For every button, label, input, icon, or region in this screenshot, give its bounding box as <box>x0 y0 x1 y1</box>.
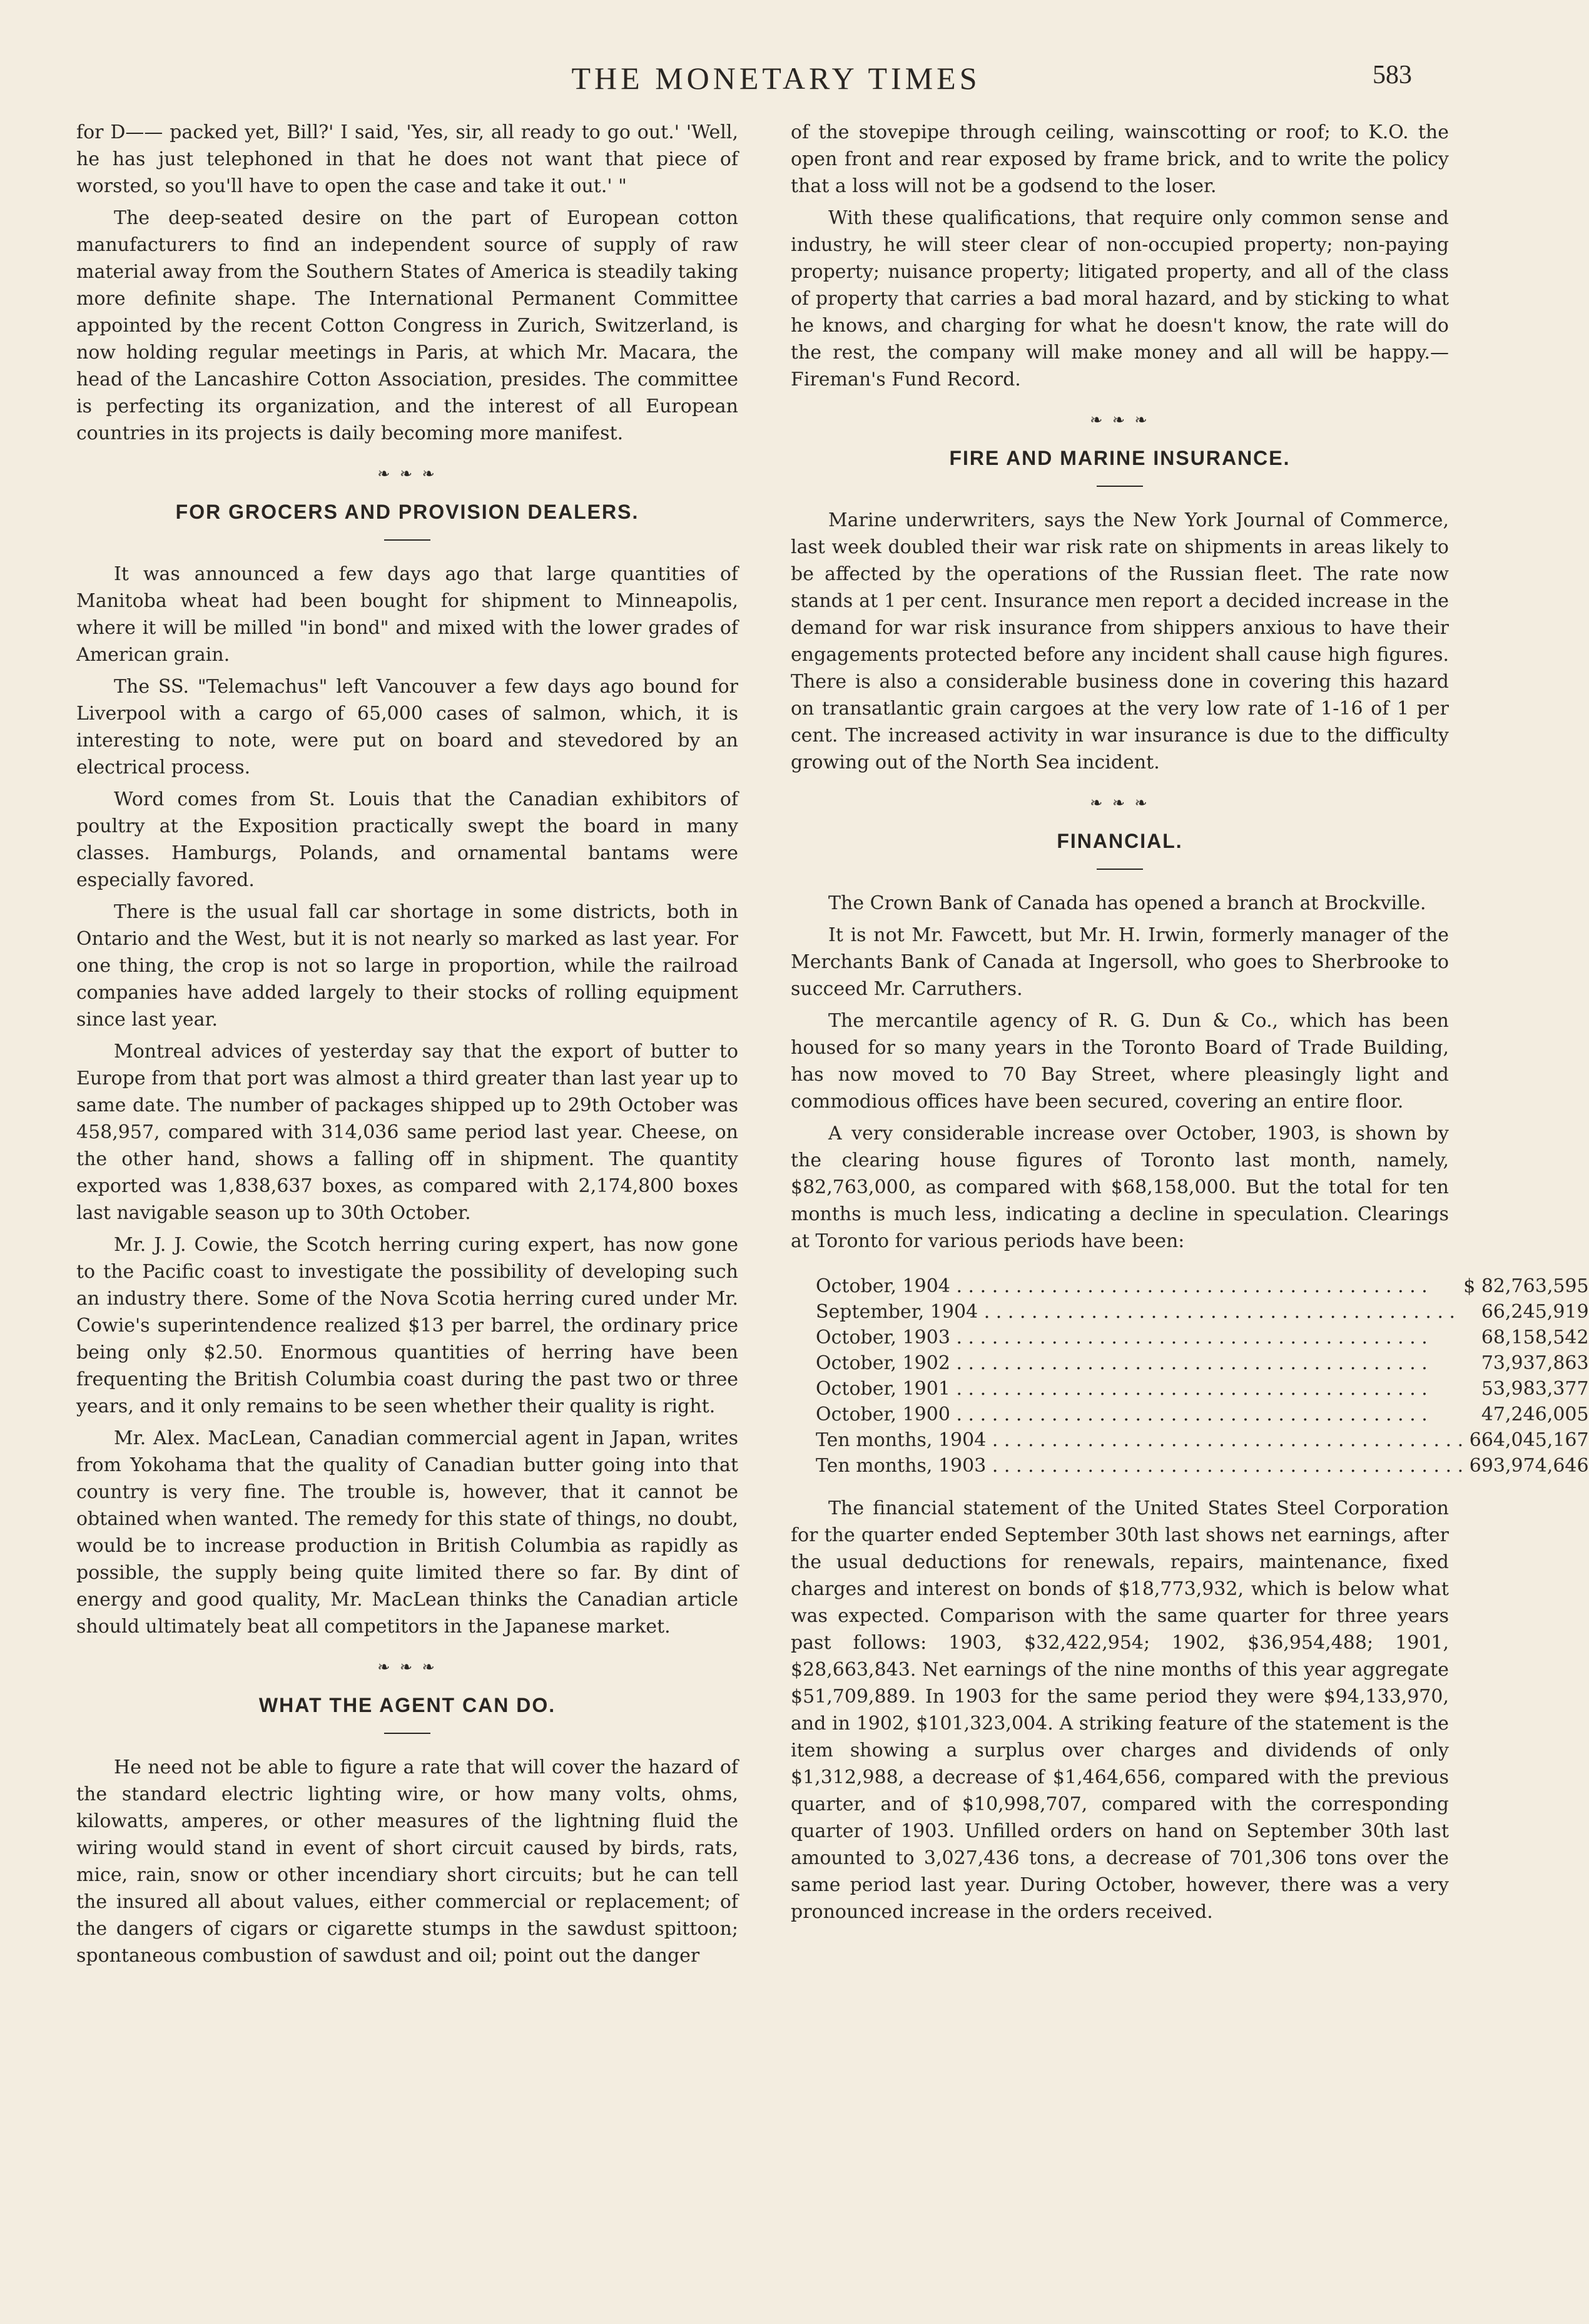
clearing-amount: 47,246,005 <box>1481 1404 1589 1425</box>
clearing-period: October, 1900 . . . . . . . . . . . . . . . . . . . . . . . . . . . . . . . . . . . . . . . . <box>816 1404 1428 1425</box>
clearing-amount: $ 82,763,595 <box>1463 1275 1589 1297</box>
section-heading-agent: WHAT THE AGENT CAN DO. <box>258 1694 556 1716</box>
paragraph: Montreal advices of yesterday say that the export of butter to Europe from that port was almost a third greater than last year up to same date. The number of packages shipped up to 29th October was 458,957, compared with 314,036 same period last year. Cheese, on the other hand, shows a falling off in shipment. The quantity exported was 1,838,637 boxes, as compared with 2,174,800 boxes last navigable season up to 30th October. <box>76 1041 738 1224</box>
clearing-period: October, 1901 . . . . . . . . . . . . . . . . . . . . . . . . . . . . . . . . . . . . . . . . <box>816 1378 1428 1400</box>
table-row <box>816 1350 1589 1376</box>
paragraph: The Crown Bank of Canada has opened a branch at Brockville. <box>828 892 1426 914</box>
clearing-period: October, 1903 . . . . . . . . . . . . . . . . . . . . . . . . . . . . . . . . . . . . . . . . <box>816 1327 1428 1348</box>
page-number: 583 <box>1373 61 1412 89</box>
clearing-period: Ten months, 1904 . . . . . . . . . . . . . . . . . . . . . . . . . . . . . . . . . . . . . . . . <box>816 1429 1464 1451</box>
section-ornament: ❧ ❧ ❧ <box>1090 411 1150 429</box>
table-row <box>816 1299 1589 1325</box>
paragraph: He need not be able to figure a rate that will cover the hazard of the standard electric lighting wire, or how many volts, ohms, kilowatts, amperes, or other measures of the lightning fluid the wiring would stand in event of short circuit caused by birds, rats, mice, rain, snow or other incendiary short circuits; but he can tell the insured all about values, either commercial or replacement; of the dangers of cigars or cigarette stumps in the sawdust spittoon; spontaneous combustion of sawdust and oil; point out the danger <box>76 1756 738 1967</box>
heading-rule <box>384 1733 430 1734</box>
paragraph: It is not Mr. Fawcett, but Mr. H. Irwin, formerly manager of the Merchants Bank of Canada at Ingersoll, who goes to Sherbrooke to succeed Mr. Carruthers. <box>791 924 1449 1000</box>
section-heading-financial: FINANCIAL. <box>1057 830 1183 852</box>
clearing-period: September, 1904 . . . . . . . . . . . . . . . . . . . . . . . . . . . . . . . . . . . . . . . . <box>816 1301 1456 1323</box>
paragraph: The financial statement of the United States Steel Corporation for the quarter ended September 30th last shows net earnings, after the usual deductions for renewals, repairs, maintenance, fixed charges and interest on bonds of $18,773,932, which is below what was expected. Comparison with the same quarter for three years past follows: 1903, $32,422,954; 1902, $36,954,488; 1901, $28,663,843. Net earnings of the nine months of this year aggregate $51,709,889. In 1903 for the same period they were $94,133,970, and in 1902, $101,323,004. A striking feature of the statement is the item showing a surplus over charges and dividends of only $1,312,988, a decrease of $1,464,656, compared with the previous quarter, and of $10,998,707, compared with the corresponding quarter of 1903. Unfilled orders on hand on September 30th last amounted to 3,027,436 tons, a decrease of 701,306 tons over the same period last year. During October, however, there was a very pronounced increase in the orders received. <box>791 1497 1449 1923</box>
clearing-amount: 53,983,377 <box>1481 1378 1589 1400</box>
heading-rule <box>1097 869 1143 870</box>
table-row <box>816 1427 1589 1453</box>
paragraph: The deep-seated desire on the part of European cotton manufacturers to find an independent source of supply of raw material away from the Southern States of America is steadily taking more definite shape. The International Permanent Committee appointed by the recent Cotton Congress in Zurich, Switzerland, is now holding regular meetings in Paris, at which Mr. Macara, the head of the Lancashire Cotton Association, presides. The committee is perfecting its organization, and the interest of all European countries in its projects is daily becoming more manifest. <box>76 207 738 444</box>
paragraph: There is the usual fall car shortage in some districts, both in Ontario and the West, but it is not nearly so marked as last year. For one thing, the crop is not so large in proportion, while the railroad companies have added largely to their stocks of rolling equipment since last year. <box>76 901 738 1031</box>
paragraph: Marine underwriters, says the New York Journal of Commerce, last week doubled their war risk rate on shipments in areas likely to be affected by the operations of the Russian fleet. The rate now stands at 1 per cent. Insurance men report a decided increase in the demand for war risk insurance from shippers anxious to have their engagements protected before any incident shall cause high figures. There is also a considerable business done in covering this hazard on transatlantic grain cargoes at the very low rate of 1-16 of 1 per cent. The increased activity in war insurance is due to the difficulty growing out of the North Sea incident. <box>791 509 1449 773</box>
table-row <box>816 1376 1589 1402</box>
clearing-period: October, 1902 . . . . . . . . . . . . . . . . . . . . . . . . . . . . . . . . . . . . . . . . <box>816 1352 1428 1374</box>
clearing-amount: 66,245,919 <box>1481 1301 1589 1323</box>
right-column <box>791 119 1589 1930</box>
clearings-table <box>816 1273 1589 1479</box>
heading-rule <box>1097 486 1143 487</box>
paragraph: Mr. Alex. MacLean, Canadian commercial agent in Japan, writes from Yokohama that the quality of Canadian butter going into that country is very fine. The trouble is, however, that it cannot be obtained when wanted. The remedy for this state of things, no doubt, would be to increase production in British Columbia as rapidly as possible, the supply being quite limited there so far. By dint of energy and good quality, Mr. MacLean thinks the Canadian article should ultimately beat all competitors in the Japanese market. <box>76 1427 738 1638</box>
left-column <box>76 119 738 1974</box>
paragraph: Mr. J. J. Cowie, the Scotch herring curing expert, has now gone to the Pacific coast to investigate the possibility of developing such an industry there. Some of the Nova Scotia herring cured under Mr. Cowie's superintendence realized $13 per barrel, the ordinary price being only $2.50. Enormous quantities of herring have been frequenting the British Columbia coast during the past two or three years, and it only remains to be seen whether their quality is right. <box>76 1234 738 1417</box>
heading-rule <box>384 539 430 541</box>
clearing-amount: 664,045,167 <box>1469 1429 1589 1451</box>
paragraph: The mercantile agency of R. G. Dun & Co., which has been housed for so many years in the Toronto Board of Trade Building, has now moved to 70 Bay Street, where pleasingly light and commodious offices have been secured, covering an entire floor. <box>791 1010 1449 1113</box>
clearing-amount: 693,974,646 <box>1469 1455 1589 1477</box>
table-row <box>816 1453 1589 1479</box>
section-heading-fire-marine: FIRE AND MARINE INSURANCE. <box>949 447 1291 469</box>
paragraph: With these qualifications, that require only common sense and industry, he will steer clear of non-occupied property; non-paying property; nuisance property; litigated property, and all of the class of property that carries a bad moral hazard, and by sticking to what he knows, and charging for what he doesn't know, the rate will do the rest, the company will make money and all will be happy.—Fireman's Fund Record. <box>791 207 1449 390</box>
paragraph: of the stovepipe through ceiling, wainscotting or roof; to K.O. the open front and rear exposed by frame brick, and to write the policy that a loss will not be a godsend to the loser. <box>791 121 1449 197</box>
section-heading-grocers: FOR GROCERS AND PROVISION DEALERS. <box>175 501 639 523</box>
section-ornament: ❧ ❧ ❧ <box>377 465 437 482</box>
table-row <box>816 1273 1589 1299</box>
table-row <box>816 1325 1589 1350</box>
clearing-amount: 73,937,863 <box>1481 1352 1589 1374</box>
section-ornament: ❧ ❧ ❧ <box>1090 794 1150 812</box>
clearing-amount: 68,158,542 <box>1481 1327 1589 1348</box>
paragraph: The SS. "Telemachus" left Vancouver a few days ago bound for Liverpool with a cargo of 65,000 cases of salmon, which, it is interesting to note, were put on board and stevedored by an electrical process. <box>76 676 738 778</box>
clearing-period: Ten months, 1903 . . . . . . . . . . . . . . . . . . . . . . . . . . . . . . . . . . . . . . . . <box>816 1455 1464 1477</box>
paragraph: Word comes from St. Louis that the Canadian exhibitors of poultry at the Exposition practically swept the board in many classes. Hamburgs, Polands, and ornamental bantams were especially favored. <box>76 788 738 891</box>
clearing-period: October, 1904 . . . . . . . . . . . . . . . . . . . . . . . . . . . . . . . . . . . . . . . . <box>816 1275 1428 1297</box>
table-row <box>816 1402 1589 1427</box>
page-header <box>0 60 1552 116</box>
paragraph: It was announced a few days ago that large quantities of Manitoba wheat had been bought for shipment to Minneapolis, where it will be milled "in bond" and mixed with the lower grades of American grain. <box>76 563 738 666</box>
paragraph: A very considerable increase over October, 1903, is shown by the clearing house figures of Toronto last month, namely, $82,763,000, as compared with $68,158,000. But the total for ten months is much less, indicating a decline in speculation. Clearings at Toronto for various periods have been: <box>791 1123 1449 1252</box>
section-ornament: ❧ ❧ ❧ <box>377 1658 437 1676</box>
masthead-title: THE MONETARY TIMES <box>571 61 981 96</box>
paragraph: for D—— packed yet, Bill?' I said, 'Yes, sir, all ready to go out.' 'Well, he has just telephoned in that he does not want that piece of worsted, so you'll have to open the case and take it out.' " <box>76 121 738 197</box>
